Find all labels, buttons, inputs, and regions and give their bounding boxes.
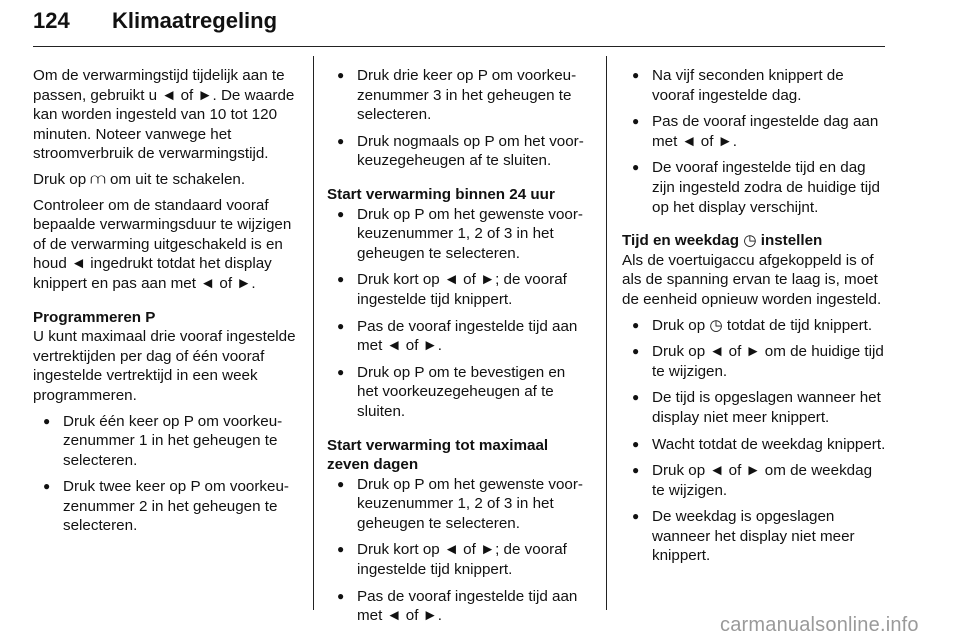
bullet-list bbox=[33, 412, 303, 537]
paragraph: Als de voertuigaccu afgekoppeld is of als de spanning ervan te laag is, moet de eenheid opnieuw worden ingesteld. bbox=[622, 251, 882, 308]
section-heading: Start verwarming binnen 24 uur bbox=[327, 185, 555, 203]
column-divider-2 bbox=[606, 56, 607, 610]
paragraph: U kunt maximaal drie vooraf ingestelde vertrektijden per dag of één vooraf ingestelde vertrektijd in een week programmeren. bbox=[33, 328, 296, 404]
list-item: ● Druk op P om het gewenste voorkeuzenummer 1, 2 of 3 in het geheugen te selecteren. bbox=[327, 475, 589, 534]
page-number: 124 bbox=[33, 8, 70, 33]
list-item: ● Pas de vooraf ingestelde tijd aan met ◄ of ►. bbox=[327, 587, 589, 626]
bullet-list bbox=[327, 205, 589, 422]
list-item: ● Druk nogmaals op P om het voorkeuzegeheugen af te sluiten. bbox=[327, 132, 589, 171]
paragraph: Druk op ⩋ om uit te schakelen. bbox=[33, 170, 246, 188]
column-3 bbox=[622, 66, 887, 573]
header-divider bbox=[33, 46, 885, 47]
watermark: carmanualsonline.info bbox=[720, 614, 919, 636]
list-item: ● Druk één keer op P om voorkeuzenummer 1 in het geheugen te selecteren. bbox=[33, 412, 303, 471]
column-1 bbox=[33, 66, 303, 543]
list-item: ● Druk op ◄ of ► om de weekdag te wijzigen. bbox=[622, 461, 887, 500]
list-item: ● Pas de vooraf ingestelde dag aan met ◄ of ►. bbox=[622, 112, 887, 151]
section-heading: Programmeren P bbox=[33, 308, 156, 326]
bullet-list bbox=[622, 316, 887, 567]
page-header bbox=[33, 8, 885, 48]
list-item: ● Druk op ◄ of ► om de huidige tijd te wijzigen. bbox=[622, 342, 887, 381]
list-item: ● De weekdag is opgeslagen wanneer het display niet meer knippert. bbox=[622, 507, 887, 566]
list-item: ● Druk kort op ◄ of ►; de vooraf ingestelde tijd knippert. bbox=[327, 270, 589, 309]
list-item: ● Pas de vooraf ingestelde tijd aan met ◄ of ►. bbox=[327, 317, 589, 356]
list-item: ● Druk drie keer op P om voorkeuzenummer 3 in het geheugen te selecteren. bbox=[327, 66, 589, 125]
list-item: ● Wacht totdat de weekdag knippert. bbox=[622, 435, 887, 455]
column-divider-1 bbox=[313, 56, 314, 610]
page-title: Klimaatregeling bbox=[112, 8, 278, 33]
list-item: ● Druk op P om te bevestigen en het voorkeuzegeheugen af te sluiten. bbox=[327, 363, 589, 422]
bullet-list bbox=[327, 66, 589, 171]
list-item: ● Druk op P om het gewenste voorkeuzenummer 1, 2 of 3 in het geheugen te selecteren. bbox=[327, 205, 589, 264]
list-item: ● Na vijf seconden knippert de vooraf ingestelde dag. bbox=[622, 66, 887, 105]
list-item: ● De vooraf ingestelde tijd en dag zijn ingesteld zodra de huidige tijd op het display verschijnt. bbox=[622, 158, 887, 217]
paragraph: Controleer om de standaard vooraf bepaalde verwarmingsduur te wijzigen of de verwarming uitgeschakeld is en houd ◄ ingedrukt totdat het display knippert en pas aan met ◄ of ►. bbox=[33, 196, 292, 292]
list-item: ● Druk kort op ◄ of ►; de vooraf ingestelde tijd knippert. bbox=[327, 540, 589, 579]
section-heading: Start verwarming tot maximaal zeven dagen bbox=[327, 436, 549, 474]
bullet-list bbox=[327, 475, 589, 626]
section-heading: Tijd en weekdag ◷ instellen bbox=[622, 232, 823, 250]
column-2 bbox=[327, 66, 589, 633]
paragraph: Om de verwarmingstijd tijdelijk aan te passen, gebruikt u ◄ of ►. De waarde kan worden ingesteld van 10 tot 120 minuten. Noteer vanwege het stroomverbruik de verwarmingstijd. bbox=[33, 67, 295, 163]
bullet-list bbox=[622, 66, 887, 217]
list-item: ● Druk op ◷ totdat de tijd knippert. bbox=[622, 316, 887, 336]
list-item: ● De tijd is opgeslagen wanneer het display niet meer knippert. bbox=[622, 388, 887, 427]
list-item: ● Druk twee keer op P om voorkeuzenummer 2 in het geheugen te selecteren. bbox=[33, 477, 303, 536]
